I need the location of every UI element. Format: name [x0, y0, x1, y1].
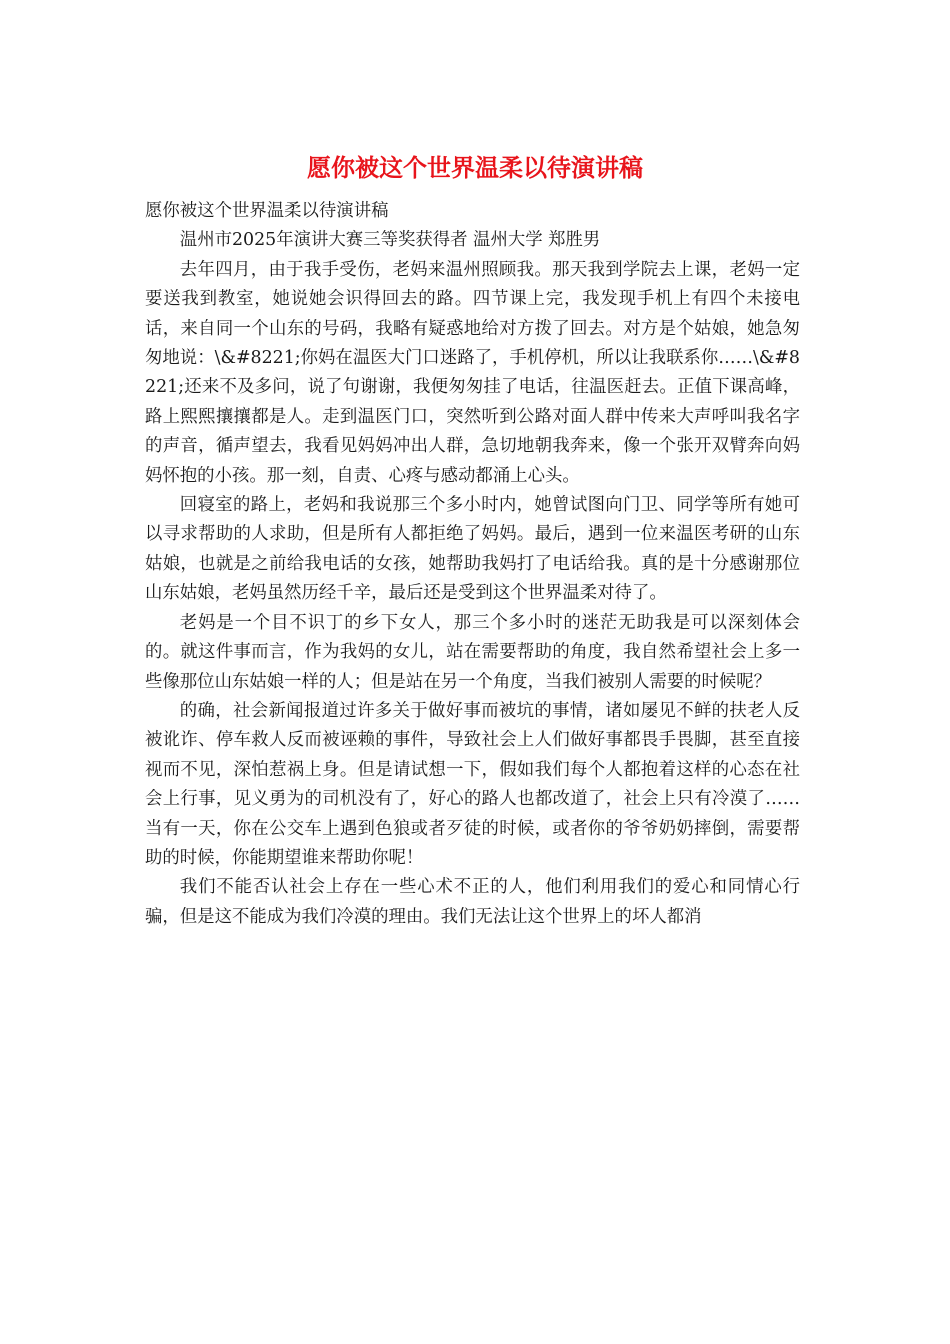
paragraph: 我们不能否认社会上存在一些心术不正的人，他们利用我们的爱心和同情心行骗，但是这不能成为我们冷漠的理由。我们无法让这个世界上的坏人都消: [145, 877, 800, 927]
paragraph: 老妈是一个目不识丁的乡下女人，那三个多小时的迷茫无助我是可以深刻体会的。就这件事而言，作为我妈的女儿，站在需要帮助的角度，我自然希望社会上多一些像那位山东姑娘一样的人；但是站在另一个角度，当我们被别人需要的时候呢？: [145, 612, 800, 692]
document-title: 愿你被这个世界温柔以待演讲稿: [307, 153, 643, 182]
document-body: [145, 197, 800, 932]
document-subtitle: 愿你被这个世界温柔以待演讲稿: [145, 201, 389, 221]
document-byline: 温州市2025年演讲大赛三等奖获得者 温州大学 郑胜男: [179, 230, 601, 251]
paragraph: 的确，社会新闻报道过许多关于做好事而被坑的事情，诸如屡见不鲜的扶老人反被讹诈、停车救人反而被诬赖的事件，导致社会上人们做好事都畏手畏脚，甚至直接视而不见，深怕惹祸上身。但是请试想一下，假如我们每个人都抱着这样的心态在社会上行事，见义勇为的司机没有了，好心的路人也都改道了，社会上只有冷漠了……当有一天，你在公交车上遇到色狼或者歹徒的时候，或者你的爷爷奶奶摔倒，需要帮助的时候，你能期望谁来帮助你呢！: [145, 700, 800, 868]
paragraph: 去年四月，由于我手受伤，老妈来温州照顾我。那天我到学院去上课，老妈一定要送我到教室，她说她会识得回去的路。四节课上完，我发现手机上有四个未接电话，来自同一个山东的号码，我略有疑惑地给对方拨了回去。对方是个姑娘，她急匆匆地说：\&#8221;你妈在温医大门口迷路了，手机停机，所以让我联系你……\&#8221;还来不及多问，说了句谢谢，我便匆匆挂了电话，往温医赶去。正值下课高峰，路上熙熙攘攘都是人。走到温医门口，突然听到公路对面人群中传来大声呼叫我名字的声音，循声望去，我看见妈妈冲出人群，急切地朝我奔来，像一个张开双臂奔向妈妈怀抱的小孩。那一刻，自责、心疼与感动都涌上心头。: [145, 259, 800, 486]
paragraph: 回寝室的路上，老妈和我说那三个多小时内，她曾试图向门卫、同学等所有她可以寻求帮助的人求助，但是所有人都拒绝了妈妈。最后，遇到一位来温医考研的山东姑娘，也就是之前给我电话的女孩，她帮助我妈打了电话给我。真的是十分感谢那位山东姑娘，老妈虽然历经千辛，最后还是受到这个世界温柔对待了。: [145, 495, 800, 604]
